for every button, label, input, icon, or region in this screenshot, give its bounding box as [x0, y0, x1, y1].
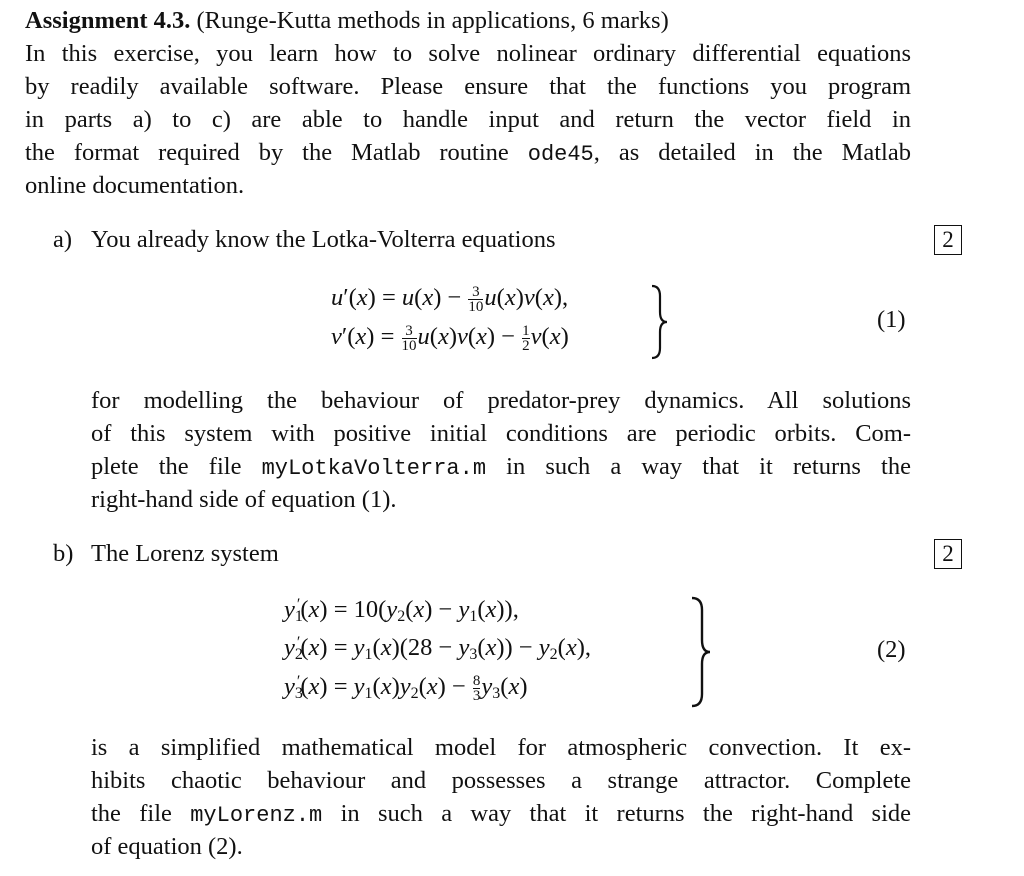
equation-1-brace	[650, 284, 670, 360]
intro-line: online documentation.	[25, 172, 245, 199]
part-b-body	[91, 731, 911, 863]
part-b-body-line: of equation (2).	[91, 833, 243, 860]
equation-1-number: (1)	[877, 306, 906, 333]
intro-line: by readily available software. Please ensure that the functions you program	[25, 73, 911, 100]
part-a-body	[91, 384, 911, 516]
equation-2-line-2: y2′(x) = y1(x)(28 − y3(x)) − y2(x),	[284, 634, 591, 663]
equation-1-line-2: v′(x) = $\frac{3}{10}$ u(x)v(x) − $\frac{1}{2}$ v(x)	[331, 322, 569, 354]
intro-line-with-code: the format required by the Matlab routine ode45, as detailed in the Matlab	[25, 139, 911, 167]
equation-2-line-1: y1′(x) = 10(y2(x) − y1(x)),	[284, 596, 519, 625]
part-b-intro: The Lorenz system	[91, 540, 279, 567]
part-a-body-line: for modelling the behaviour of predator-prey dynamics. All solutions	[91, 387, 911, 414]
part-a-marks-box: 2	[934, 225, 962, 255]
assignment-number: Assignment 4.3.	[25, 7, 191, 34]
assignment-subtitle: (Runge-Kutta methods in applications, 6 marks)	[196, 7, 669, 34]
ode45-code: ode45	[527, 142, 594, 167]
part-b-body-line-with-file: the file myLorenz.m in such a way that it returns the right-hand side	[91, 800, 912, 828]
part-a-body-line-with-file: plete the file myLotkaVolterra.m in such a way that it returns the	[91, 453, 911, 481]
part-a-body-line: right-hand side of equation (1).	[91, 486, 397, 513]
part-b-marks-box: 2	[934, 539, 962, 569]
part-b-label: b)	[53, 540, 74, 567]
equation-2-number: (2)	[877, 636, 906, 663]
intro-line: in parts a) to c) are able to handle input and return the vector field in	[25, 106, 911, 133]
part-b-body-line: is a simplified mathematical model for atmospheric convection. It ex-	[91, 734, 911, 761]
equation-2-line-3: y3′(x) = y1(x)y2(x) − $\frac{8}{3}$ y3(x)	[284, 672, 528, 704]
equation-2-brace	[690, 596, 714, 708]
lorenz-filename: myLorenz.m	[190, 803, 323, 828]
part-a-label: a)	[53, 226, 73, 253]
lotka-volterra-filename: myLotkaVolterra.m	[261, 456, 487, 481]
assignment-heading	[25, 4, 669, 37]
part-b-body-line: hibits chaotic behaviour and possesses a strange attractor. Complete	[91, 767, 911, 794]
part-a-body-line: of this system with positive initial conditions are periodic orbits. Com-	[91, 420, 911, 447]
part-a-intro: You already know the Lotka-Volterra equations	[91, 226, 556, 253]
intro-line: In this exercise, you learn how to solve nolinear ordinary differential equations	[25, 40, 911, 67]
intro-paragraph	[25, 37, 911, 202]
equation-1-line-1: u′(x) = u(x) − $\frac{3}{10}$ u(x)v(x),	[331, 283, 569, 315]
